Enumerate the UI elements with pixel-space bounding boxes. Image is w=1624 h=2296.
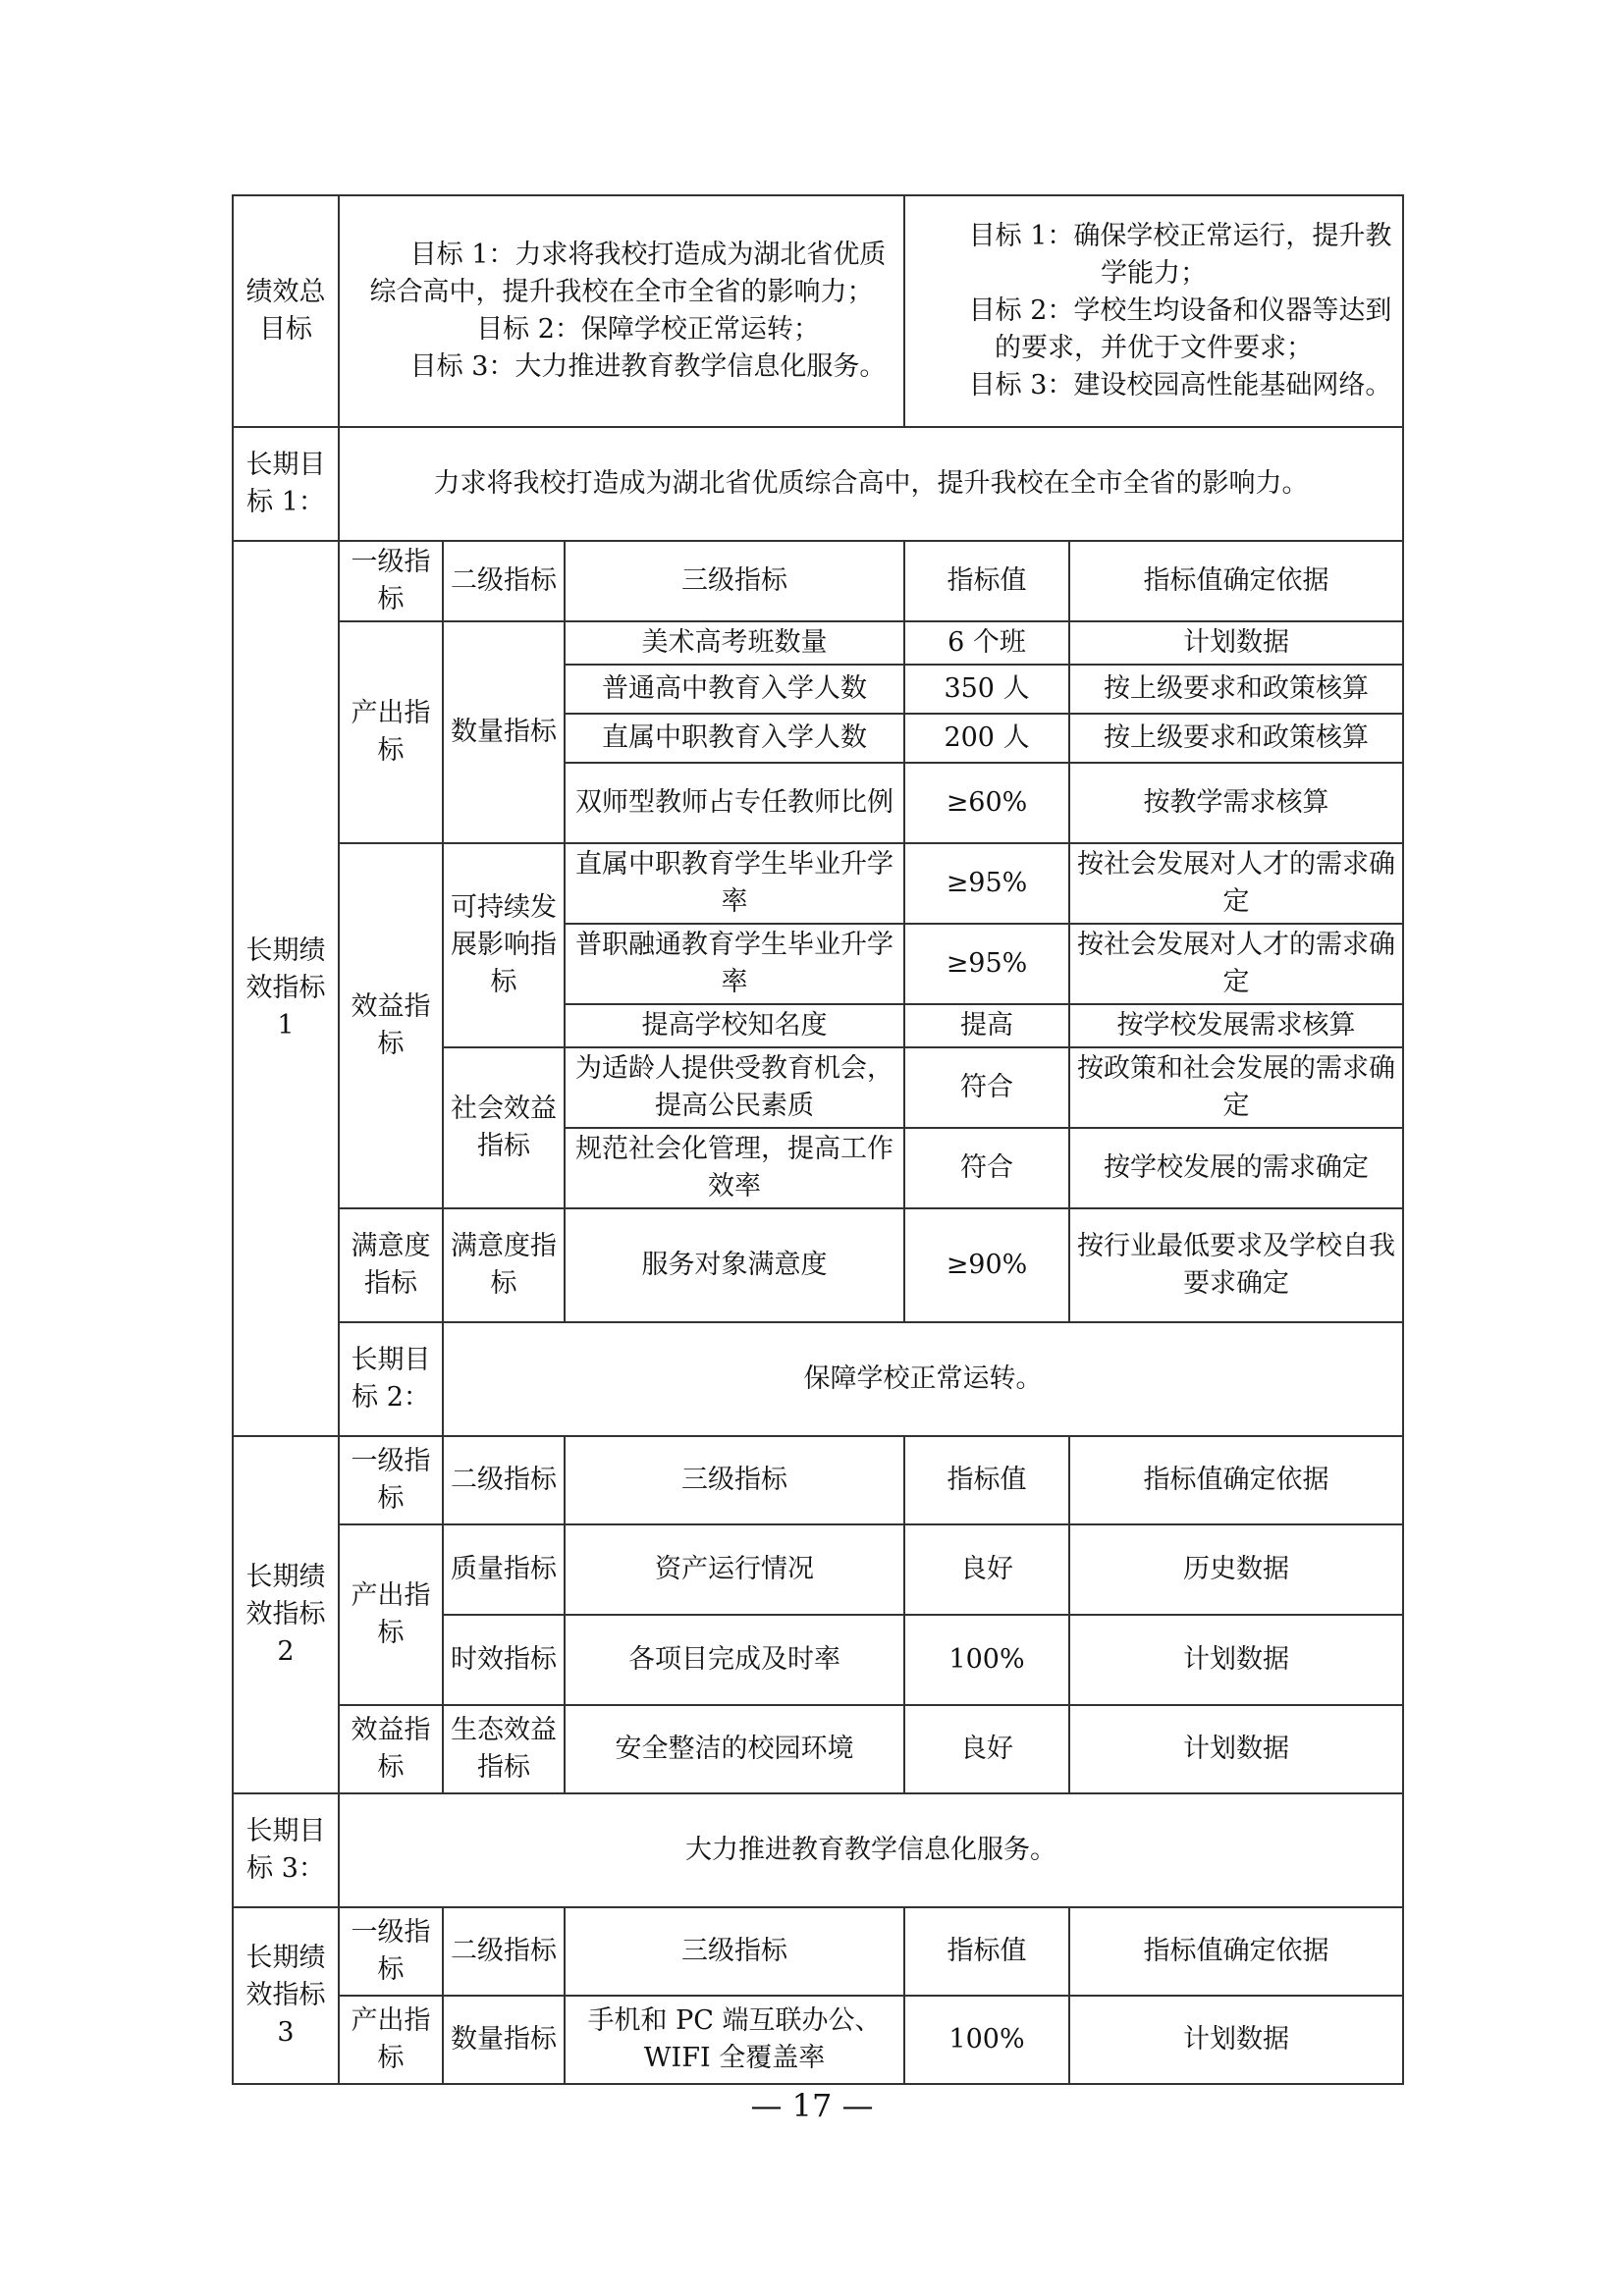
indicator-basis: 计划数据: [1069, 1996, 1403, 2084]
goal2-benefit-label: 效益指标: [339, 1705, 443, 1793]
goal3-row: [233, 1793, 1403, 1907]
overall-left-goal-2: 目标 2：保障学校正常运转；: [476, 314, 820, 345]
indicator-value: 6 个班: [904, 621, 1069, 665]
overall-goals-left: [339, 195, 904, 427]
performance-table: [232, 194, 1404, 2085]
goal1-satisfaction-level1: 满意度指标: [339, 1208, 443, 1322]
table-row: [233, 621, 1403, 665]
table-row: [233, 1208, 1403, 1322]
goal2-quality-label: 质量指标: [443, 1524, 565, 1615]
goal2-label: 长期目标 2：: [339, 1322, 443, 1436]
indicator-basis: 按上级要求和政策核算: [1069, 714, 1403, 763]
goal1-satisfaction-level2: 满意度指标: [443, 1208, 565, 1322]
header-value: 指标值: [904, 1436, 1069, 1524]
header-value: 指标值: [904, 541, 1069, 621]
indicator-name: 各项目完成及时率: [565, 1615, 904, 1705]
goal3-quantity-label: 数量指标: [443, 1996, 565, 2084]
header-value: 指标值: [904, 1907, 1069, 1996]
indicator-name: 普职融通教育学生毕业升学率: [565, 924, 904, 1004]
goal2-text: 保障学校正常运转。: [443, 1322, 1403, 1436]
goal1-benefit-label: 效益指标: [339, 843, 443, 1208]
overall-right-goal-1: 目标 1：确保学校正常运行，提升教学能力；: [968, 221, 1392, 289]
indicator-value: 良好: [904, 1524, 1069, 1615]
overall-goal-row: [233, 195, 1403, 427]
goal2-row: [233, 1322, 1403, 1436]
indicator-basis: 历史数据: [1069, 1524, 1403, 1615]
indicator-name: 美术高考班数量: [565, 621, 904, 665]
overall-left-goal-1: 目标 1：力求将我校打造成为湖北省优质综合高中，提升我校在全市全省的影响力；: [369, 240, 887, 307]
header-level1: 一级指标: [339, 1436, 443, 1524]
indicator-name: 规范社会化管理，提高工作效率: [565, 1128, 904, 1208]
goal3-indicator-label: 长期绩效指标3: [233, 1907, 339, 2084]
goal1-row: [233, 427, 1403, 541]
overall-right-goal-3: 目标 3：建设校园高性能基础网络。: [968, 370, 1392, 400]
indicator-value: ≥90%: [904, 1208, 1069, 1322]
indicator-name: 双师型教师占专任教师比例: [565, 763, 904, 843]
goal3-text: 大力推进教育教学信息化服务。: [339, 1793, 1403, 1907]
header-basis: 指标值确定依据: [1069, 541, 1403, 621]
header-basis: 指标值确定依据: [1069, 1907, 1403, 1996]
goal2-indicator-label: 长期绩效指标2: [233, 1436, 339, 1793]
indicator-basis: 计划数据: [1069, 621, 1403, 665]
goal2-eco-label: 生态效益指标: [443, 1705, 565, 1793]
indicator-basis: 按教学需求核算: [1069, 763, 1403, 843]
indicator-value: 符合: [904, 1128, 1069, 1208]
indicator-value: 100%: [904, 1996, 1069, 2084]
indicator-basis: 按上级要求和政策核算: [1069, 665, 1403, 714]
header-level2: 二级指标: [443, 541, 565, 621]
indicator-name: 资产运行情况: [565, 1524, 904, 1615]
indicator-value: 200 人: [904, 714, 1069, 763]
goal1-label: 长期目标 1：: [233, 427, 339, 541]
indicator-name: 直属中职教育学生毕业升学率: [565, 843, 904, 924]
indicator-name: 安全整洁的校园环境: [565, 1705, 904, 1793]
goal1-header-row: [233, 541, 1403, 621]
overall-left-goal-3: 目标 3：大力推进教育教学信息化服务。: [409, 351, 887, 382]
goal2-output-label: 产出指标: [339, 1524, 443, 1705]
goal3-output-label: 产出指标: [339, 1996, 443, 2084]
indicator-value: ≥95%: [904, 924, 1069, 1004]
indicator-basis: 按社会发展对人才的需求确定: [1069, 843, 1403, 924]
goal2-header-row: [233, 1436, 1403, 1524]
indicator-value: 良好: [904, 1705, 1069, 1793]
goal1-sustainable-label: 可持续发展影响指标: [443, 843, 565, 1047]
table-row: [233, 1996, 1403, 2084]
indicator-name: 为适龄人提供受教育机会，提高公民素质: [565, 1047, 904, 1128]
indicator-basis: 按政策和社会发展的需求确定: [1069, 1047, 1403, 1128]
indicator-value: 提高: [904, 1004, 1069, 1047]
header-level2: 二级指标: [443, 1907, 565, 1996]
goal1-text: 力求将我校打造成为湖北省优质综合高中，提升我校在全市全省的影响力。: [339, 427, 1403, 541]
indicator-basis: 按社会发展对人才的需求确定: [1069, 924, 1403, 1004]
indicator-name: 直属中职教育入学人数: [565, 714, 904, 763]
page-number: — 17 —: [750, 2087, 874, 2124]
header-level1: 一级指标: [339, 541, 443, 621]
indicator-value: 100%: [904, 1615, 1069, 1705]
goal3-header-row: [233, 1907, 1403, 1996]
header-level3: 三级指标: [565, 1907, 904, 1996]
header-level3: 三级指标: [565, 1436, 904, 1524]
goal1-social-label: 社会效益指标: [443, 1047, 565, 1208]
indicator-value: 350 人: [904, 665, 1069, 714]
header-basis: 指标值确定依据: [1069, 1436, 1403, 1524]
overall-goals-right: [904, 195, 1403, 427]
goal1-output-label: 产出指标: [339, 621, 443, 843]
goal1-indicator-label: 长期绩效指标1: [233, 541, 339, 1436]
overall-goal-label: 绩效总目标: [233, 195, 339, 427]
goal3-label: 长期目标 3：: [233, 1793, 339, 1907]
header-level2: 二级指标: [443, 1436, 565, 1524]
header-level1: 一级指标: [339, 1907, 443, 1996]
header-level3: 三级指标: [565, 541, 904, 621]
indicator-value: ≥95%: [904, 843, 1069, 924]
indicator-basis: 计划数据: [1069, 1705, 1403, 1793]
goal1-quantity-label: 数量指标: [443, 621, 565, 843]
table-row: [233, 1705, 1403, 1793]
indicator-basis: 计划数据: [1069, 1615, 1403, 1705]
indicator-basis: 按行业最低要求及学校自我要求确定: [1069, 1208, 1403, 1322]
overall-right-goal-2: 目标 2：学校生均设备和仪器等达到的要求，并优于文件要求；: [968, 295, 1392, 363]
indicator-name: 提高学校知名度: [565, 1004, 904, 1047]
indicator-value: 符合: [904, 1047, 1069, 1128]
table-row: [233, 1524, 1403, 1615]
goal2-timeliness-label: 时效指标: [443, 1615, 565, 1705]
indicator-name: 手机和 PC 端互联办公、WIFI 全覆盖率: [565, 1996, 904, 2084]
indicator-name: 服务对象满意度: [565, 1208, 904, 1322]
indicator-basis: 按学校发展的需求确定: [1069, 1128, 1403, 1208]
table-row: [233, 843, 1403, 924]
indicator-basis: 按学校发展需求核算: [1069, 1004, 1403, 1047]
indicator-value: ≥60%: [904, 763, 1069, 843]
indicator-name: 普通高中教育入学人数: [565, 665, 904, 714]
